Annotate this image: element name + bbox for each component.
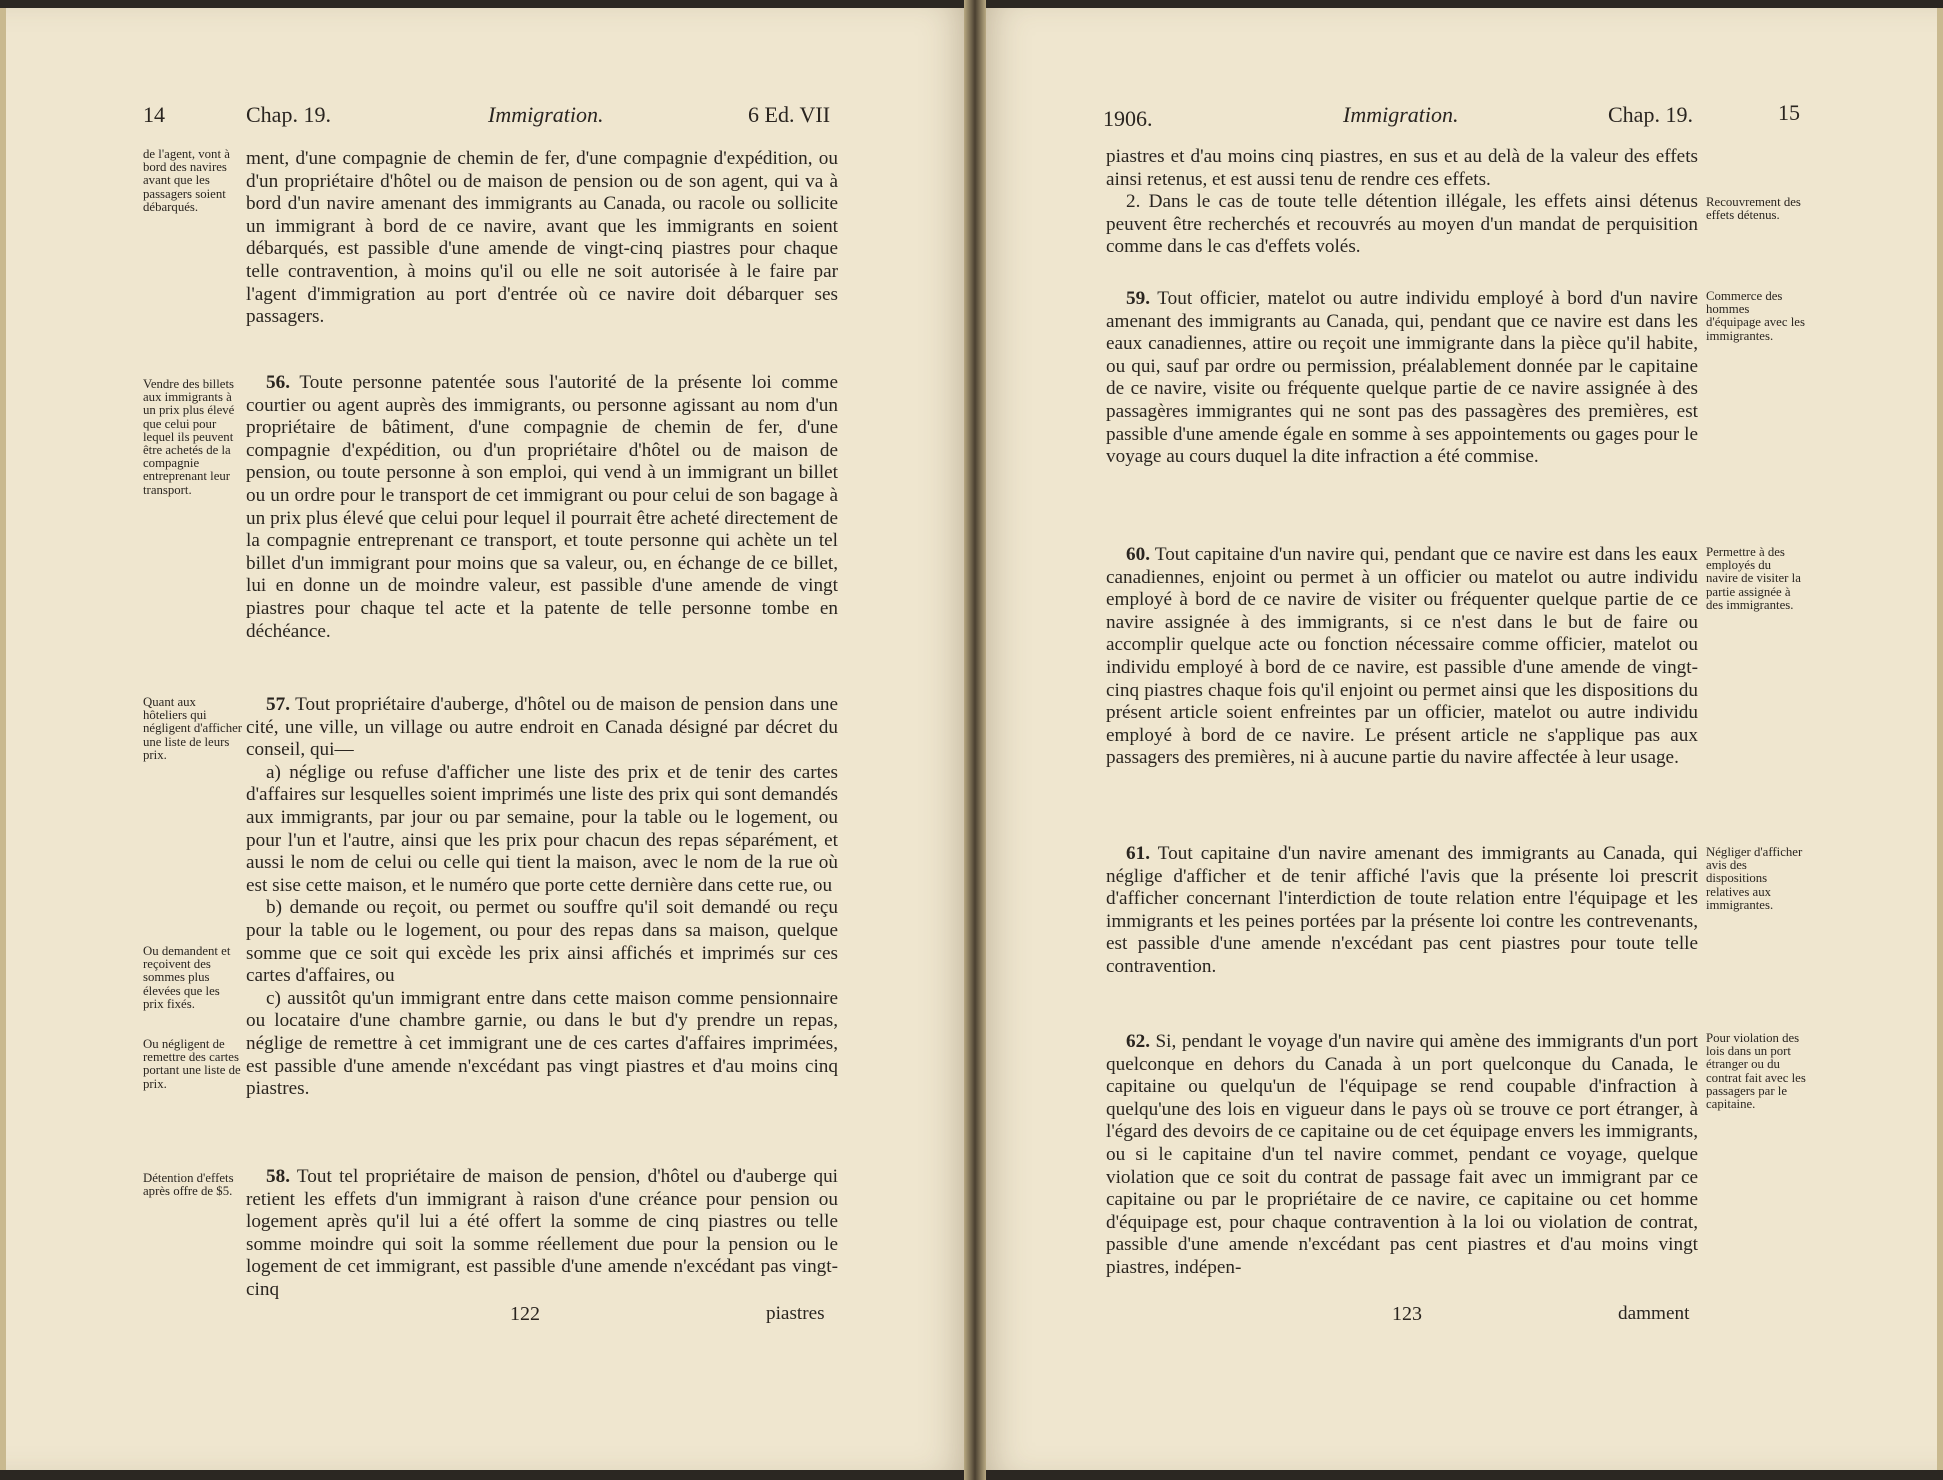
left-folio: 122 bbox=[510, 1303, 540, 1325]
section-text: Tout officier, matelot ou autre individu employé à bord d'un navire amenant des immigrants au Canada, qui, pendant que ce navire est dans les eaux canadiennes, attire ou reçoit une immigrante dans la pièce qu'il habite, ou qui, sauf par ordre ou permission, préalablement donnée par le capitaine de ce navire, visite ou fréquente quelque partie de ce navire assignée à des passagères immigrantes qui ne sont pas des passagères des premières, est passible d'une amende égale en somme à ses appointements ou gages pour le voyage au cours duquel la dite infraction a été commise. bbox=[1106, 288, 1698, 468]
margin-note: Recouvrement des effets détenus. bbox=[1706, 195, 1801, 223]
paragraph-b: b) demande ou reçoit, ou permet ou souffre qu'il soit demandé ou reçu pour la table ou le logement, ou pour des repas dans sa maison, quelque somme que ce soit qui excède les prix ainsi affichés et imprimés sur ces cartes d'affaires, ou bbox=[246, 897, 838, 987]
section-text: Tout capitaine d'un navire amenant des immigrants au Canada, qui néglige d'afficher et de tenir affiché l'avis que la présente loi prescrit d'afficher concernant l'interdiction de toute relation entre l'équipage et les immigrants et les peines portées par la présente loi contre les contrevenants, est passible d'une amende n'excédant pas cent piastres pour toute telle contravention. bbox=[1106, 843, 1698, 977]
margin-note: Détention d'effets après offre de $5. bbox=[143, 1171, 234, 1199]
section-number: 59. bbox=[1126, 288, 1150, 309]
section-number: 62. bbox=[1126, 1031, 1150, 1052]
section-58 bbox=[246, 1166, 838, 1302]
paragraph-a: a) néglige ou refuse d'afficher une liste des prix et de tenir des cartes d'affaires sur lesquelles soient imprimés une liste des prix qui sont demandés aux immigrants, par jour ou par semaine, pour la table ou le logement, ou pour l'un et l'autre, ainsi que les prix pour chacun des repas séparément, et aussi le nom de celui ou celle qui tient la maison, avec le nom de la rue où est sise cette maison, et le numéro que porte cette dernière dans cette rue, ou bbox=[246, 761, 838, 896]
continuation-text: piastres et d'au moins cinq piastres, en sus et au delà de la valeur des effets ainsi retenus, et est aussi tenu de rendre ces effets. bbox=[1106, 146, 1698, 190]
right-continuation bbox=[1106, 146, 1698, 259]
margin-note: Négliger d'afficher avis des dispositions relatives aux immigrantes. bbox=[1706, 845, 1803, 912]
margin-note: Quant aux hôteliers qui négligent d'afficher une liste de leurs prix. bbox=[143, 695, 243, 762]
margin-note: Commerce des hommes d'équipage avec les immigrantes. bbox=[1706, 289, 1805, 343]
section-number: 57. bbox=[266, 694, 290, 715]
left-catchword: piastres bbox=[766, 1303, 825, 1324]
section-text: Si, pendant le voyage d'un navire qui amène des immigrants d'un port quelconque en dehors du Canada à un port quelconque du Canada, le capitaine ou quelqu'un de l'équipage se rend coupable d'infraction à quelqu'une des lois en vigueur dans le pays où se trouve ce port étranger, à l'égard des devoirs de ce capitaine ou de cet équipage envers les immigrants, ou si le capitaine d'un tel navire commet, pendant ce voyage, quelque violation que ce soit du contrat de passage fait avec un immigrant par ce capitaine ou par le propriétaire de ce navire, ce capitaine ou cet homme d'équipage est, pour chaque contravention à la loi ou violation de contrat, passible d'une amende n'excédant pas cent piastres et d'au moins vingt piastres, indépen- bbox=[1106, 1031, 1698, 1278]
section-text: Toute personne patentée sous l'autorité de la présente loi comme courtier ou agent auprès des immigrants, ou personne agissant au nom d'un propriétaire de bâtiment, d'une compagnie de chemin de fer, d'une compagnie d'expédition, ou d'un propriétaire d'hôtel ou de maison de pension, ou toute personne à son emploi, qui vend à un immigrant un billet ou un ordre pour le transport de cet immigrant ou pour celui de son bagage à un prix plus élevé que celui pour lequel il pourrait être acheté directement de la compagnie entreprenant ce transport, et toute personne qui achète un tel billet d'un immigrant pour moins que sa valeur, ou, en échange de ce billet, lui en donne un de moindre valeur, est passible d'une amende de vingt piastres pour chaque tel acte et la patente de telle personne tombe en déchéance. bbox=[246, 372, 838, 642]
section-59 bbox=[1106, 288, 1698, 469]
book-gutter bbox=[964, 0, 986, 1480]
left-page-edge bbox=[0, 8, 6, 1470]
right-running-head bbox=[978, 92, 1938, 131]
right-chapter: Chap. 19. bbox=[1608, 102, 1693, 127]
left-title: Immigration. bbox=[488, 102, 604, 127]
left-running-head bbox=[0, 92, 972, 127]
section-61 bbox=[1106, 843, 1698, 979]
right-title: Immigration. bbox=[1343, 102, 1459, 127]
section-number: 61. bbox=[1126, 843, 1150, 864]
right-page-edge bbox=[1937, 8, 1943, 1470]
continuation-text: ment, d'une compagnie de chemin de fer, d'une compagnie d'expédition, ou d'un propriétaire d'hôtel ou de maison de pension ou de son agent, qui va à bord d'un navire amenant des immigrants au Canada, ou racole ou sollicite un immigrant à bord de ce navire, avant que les immigrants en soient débarqués, est passible d'une amende de vingt-cinq piastres pour chaque telle contravention, à moins qu'il ou elle ne soit autorisée à le faire par l'agent d'immigration au port d'entrée où ce navire doit débarquer ses passagers. bbox=[246, 148, 838, 328]
section-56 bbox=[246, 372, 838, 643]
right-year: 1906. bbox=[1103, 106, 1153, 131]
section-60 bbox=[1106, 544, 1698, 770]
margin-note: Ou demandent et reçoivent des sommes plus élevées que les prix fixés. bbox=[143, 944, 231, 1011]
section-number: 60. bbox=[1126, 544, 1150, 565]
left-regnal-year: 6 Ed. VII bbox=[748, 102, 831, 127]
right-catchword: damment bbox=[1618, 1303, 1690, 1324]
margin-note: de l'agent, vont à bord des navires avant que les passagers soient débarqués. bbox=[143, 147, 230, 214]
section-number: 58. bbox=[266, 1166, 290, 1187]
subsection-2: 2. Dans le cas de toute telle détention illégale, les effets ainsi détenus peuvent être recherchés et recouvrés au moyen d'un mandat de perquisition comme dans le cas d'effets volés. bbox=[1106, 191, 1698, 258]
right-folio: 123 bbox=[1392, 1303, 1422, 1325]
section-62 bbox=[1106, 1031, 1698, 1280]
section-text: Tout propriétaire d'auberge, d'hôtel ou de maison de pension dans une cité, une ville, un village ou autre endroit en Canada désigné par décret du conseil, qui— bbox=[246, 694, 838, 761]
section-text: Tout tel propriétaire de maison de pension, d'hôtel ou d'auberge qui retient les effets d'un immigrant à raison d'une créance pour pension ou logement après qu'il lui a été offert la somme de cinq piastres ou telle somme moindre qui soit la somme réellement due pour la pension ou le logement de cet immigrant, est passible d'une amende n'excédant pas vingt-cinq bbox=[246, 1166, 838, 1300]
margin-note: Vendre des billets aux immigrants à un prix plus élevé que celui pour lequel ils peuvent être achetés de la compagnie entreprenant leur transport. bbox=[143, 377, 235, 497]
section-number: 56. bbox=[266, 372, 290, 393]
margin-note: Pour violation des lois dans un port étranger ou du contrat fait avec les passagers par le capitaine. bbox=[1706, 1031, 1806, 1112]
margin-note: Ou négligent de remettre des cartes portant une liste de prix. bbox=[143, 1037, 241, 1091]
margin-note: Permettre à des employés du navire de visiter la partie assignée à des immigrantes. bbox=[1706, 545, 1801, 612]
right-page-number: 15 bbox=[1778, 100, 1800, 125]
paragraph-c: c) aussitôt qu'un immigrant entre dans cette maison comme pensionnaire ou locataire d'une chambre garnie, ou dans le but d'y prendre un repas, néglige de remettre à cet immigrant une de ces cartes d'affaires imprimées, est passible d'une amende n'excédant pas vingt piastres et d'au moins cinq piastres. bbox=[246, 987, 838, 1100]
left-page-number: 14 bbox=[143, 102, 165, 127]
section-text: Tout capitaine d'un navire qui, pendant que ce navire est dans les eaux canadiennes, enjoint ou permet à un officier ou matelot ou autre individu employé à bord de ce navire de visiter ou fréquenter quelque partie de ce navire assignée à des immigrants, si ce n'est dans le but de faire ou accomplir quelque acte ou fonction nécessaire comme officier, matelot ou individu employé à bord de ce navire, est passible d'une amende de vingt-cinq piastres chaque fois qu'il enjoint ou permet ainsi que les dispositions du présent article soient enfreintes par un officier, matelot ou autre individu employé à bord de ce navire. Le présent article ne s'applique pas aux passagers des premières, ni à aucune partie du navire affectée à leur usage. bbox=[1106, 544, 1698, 769]
left-body bbox=[246, 148, 838, 329]
section-57 bbox=[246, 694, 838, 1101]
left-chapter: Chap. 19. bbox=[246, 102, 331, 127]
